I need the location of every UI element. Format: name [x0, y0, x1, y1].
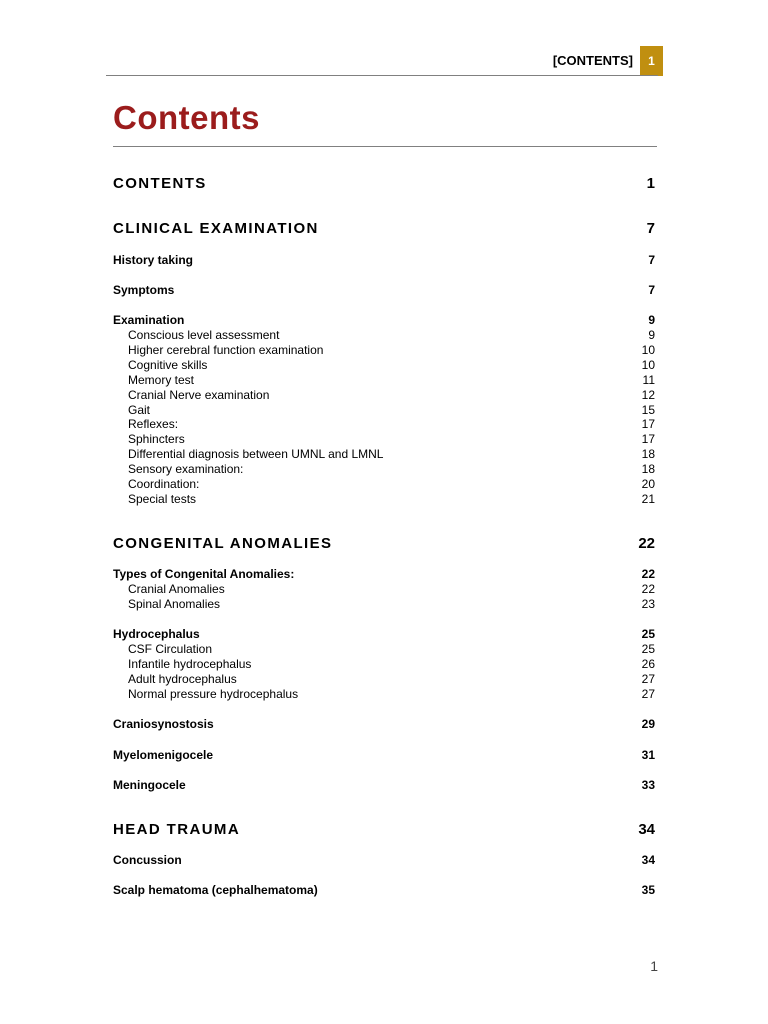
toc-entry-title: CONGENITAL ANOMALIES: [113, 535, 333, 552]
toc-entry-page: 34: [641, 853, 655, 867]
toc-entry-level-2[interactable]: [113, 717, 655, 732]
toc-entry-title: Craniosynostosis: [113, 717, 214, 731]
header-page-badge: 1: [640, 46, 663, 76]
toc-entry-page: 17: [641, 417, 655, 431]
toc-entry-level-2[interactable]: [113, 313, 655, 328]
toc-entry-title: Sensory examination:: [128, 462, 244, 476]
toc-entry-level-3[interactable]: [113, 477, 655, 492]
toc-entry-level-1[interactable]: [113, 534, 655, 554]
toc-entry-level-3[interactable]: [113, 403, 655, 418]
toc-entry-page: 17: [641, 432, 655, 446]
toc-entry-title: Cognitive skills: [128, 358, 208, 372]
toc-entry-title: Spinal Anomalies: [128, 597, 221, 611]
toc-entry-page: 9: [648, 328, 655, 342]
toc-entry-page: 22: [641, 582, 655, 596]
toc-entry-page: 7: [648, 283, 655, 297]
toc-entry-title: History taking: [113, 253, 194, 267]
toc-entry-page: 15: [641, 403, 655, 417]
toc-entry-title: Memory test: [128, 373, 195, 387]
toc-entry-page: 7: [648, 253, 655, 267]
toc-entry-title: HEAD TRAUMA: [113, 821, 241, 838]
toc-entry-level-2[interactable]: [113, 567, 655, 582]
toc-entry-level-3[interactable]: [113, 462, 655, 477]
toc-entry-title: Special tests: [128, 492, 197, 506]
toc-entry-level-3[interactable]: [113, 328, 655, 343]
toc-entry-title: Conscious level assessment: [128, 328, 280, 342]
toc-entry-level-2[interactable]: [113, 283, 655, 298]
toc-entry-title: Meningocele: [113, 778, 186, 792]
toc-entry-title: Coordination:: [128, 477, 200, 491]
toc-entry-title: CSF Circulation: [128, 642, 213, 656]
toc-entry-page: 12: [641, 388, 655, 402]
toc-entry-page: 29: [641, 717, 655, 731]
running-header: [CONTENTS]: [552, 53, 633, 68]
toc-entry-page: 18: [641, 462, 655, 476]
toc-entry-title: Sphincters: [128, 432, 185, 446]
toc-entry-title: CONTENTS: [113, 175, 207, 192]
toc-entry-page: 34: [638, 821, 655, 838]
toc-entry-page: 7: [646, 220, 655, 237]
toc-entry-level-3[interactable]: [113, 447, 655, 462]
toc-entry-level-3[interactable]: [113, 358, 655, 373]
toc-entry-level-1[interactable]: [113, 820, 655, 840]
toc-entry-title: Cranial Anomalies: [128, 582, 225, 596]
toc-entry-page: 11: [642, 373, 655, 387]
toc-entry-level-2[interactable]: [113, 627, 655, 642]
toc-entry-page: 25: [641, 627, 655, 641]
title-rule: [113, 146, 657, 147]
toc-entry-level-3[interactable]: [113, 417, 655, 432]
toc-entry-level-3[interactable]: [113, 657, 655, 672]
toc-entry-title: Examination: [113, 313, 185, 327]
toc-entry-title: Types of Congenital Anomalies:: [113, 567, 295, 581]
footer-page-number: 1: [650, 958, 658, 974]
toc-entry-page: 25: [641, 642, 655, 656]
toc-entry-page: 21: [641, 492, 655, 506]
toc-entry-title: Higher cerebral function examination: [128, 343, 324, 357]
toc-entry-page: 1: [646, 175, 655, 192]
header-rule: [106, 75, 658, 76]
toc-entry-page: 31: [641, 748, 655, 762]
toc-entry-level-2[interactable]: [113, 883, 655, 898]
toc-entry-page: 33: [641, 778, 655, 792]
toc-entry-level-3[interactable]: [113, 492, 655, 507]
toc-entry-page: 10: [641, 343, 655, 357]
toc-entry-page: 26: [641, 657, 655, 671]
toc-entry-page: 35: [641, 883, 655, 897]
toc-entry-title: Gait: [128, 403, 151, 417]
toc-entry-level-3[interactable]: [113, 388, 655, 403]
toc-entry-level-3[interactable]: [113, 687, 655, 702]
toc-entry-page: 20: [641, 477, 655, 491]
toc-entry-level-3[interactable]: [113, 343, 655, 358]
toc-entry-level-2[interactable]: [113, 748, 655, 763]
toc-entry-page: 27: [641, 672, 655, 686]
toc-entry-title: Scalp hematoma (cephalhematoma): [113, 883, 318, 897]
toc-entry-level-3[interactable]: [113, 373, 655, 388]
page-title: Contents: [113, 99, 260, 136]
toc-entry-page: 18: [641, 447, 655, 461]
toc-entry-level-3[interactable]: [113, 582, 655, 597]
toc-entry-title: Infantile hydrocephalus: [128, 657, 252, 671]
toc-entry-level-3[interactable]: [113, 597, 655, 612]
toc-entry-level-2[interactable]: [113, 853, 655, 868]
toc-entry-title: Adult hydrocephalus: [128, 672, 237, 686]
toc-entry-level-3[interactable]: [113, 432, 655, 447]
toc-entry-page: 22: [638, 535, 655, 552]
toc-entry-page: 9: [648, 313, 655, 327]
toc-entry-title: Hydrocephalus: [113, 627, 200, 641]
toc-entry-level-3[interactable]: [113, 642, 655, 657]
toc-entry-title: Cranial Nerve examination: [128, 388, 270, 402]
toc-entry-level-2[interactable]: [113, 253, 655, 268]
toc-entry-title: Concussion: [113, 853, 182, 867]
toc-entry-level-1[interactable]: [113, 219, 655, 239]
toc-entry-title: Symptoms: [113, 283, 175, 297]
toc-entry-page: 22: [641, 567, 655, 581]
toc-entry-title: Normal pressure hydrocephalus: [128, 687, 299, 701]
toc-entry-title: Differential diagnosis between UMNL and LMNL: [128, 447, 384, 461]
toc-entry-level-3[interactable]: [113, 672, 655, 687]
toc-entry-title: Reflexes:: [128, 417, 179, 431]
toc-entry-level-1[interactable]: [113, 174, 655, 194]
toc-entry-level-2[interactable]: [113, 778, 655, 793]
toc-entry-title: CLINICAL EXAMINATION: [113, 220, 319, 237]
toc-entry-title: Myelomenigocele: [113, 748, 214, 762]
toc-entry-page: 10: [641, 358, 655, 372]
toc-entry-page: 23: [641, 597, 655, 611]
toc-entry-page: 27: [641, 687, 655, 701]
